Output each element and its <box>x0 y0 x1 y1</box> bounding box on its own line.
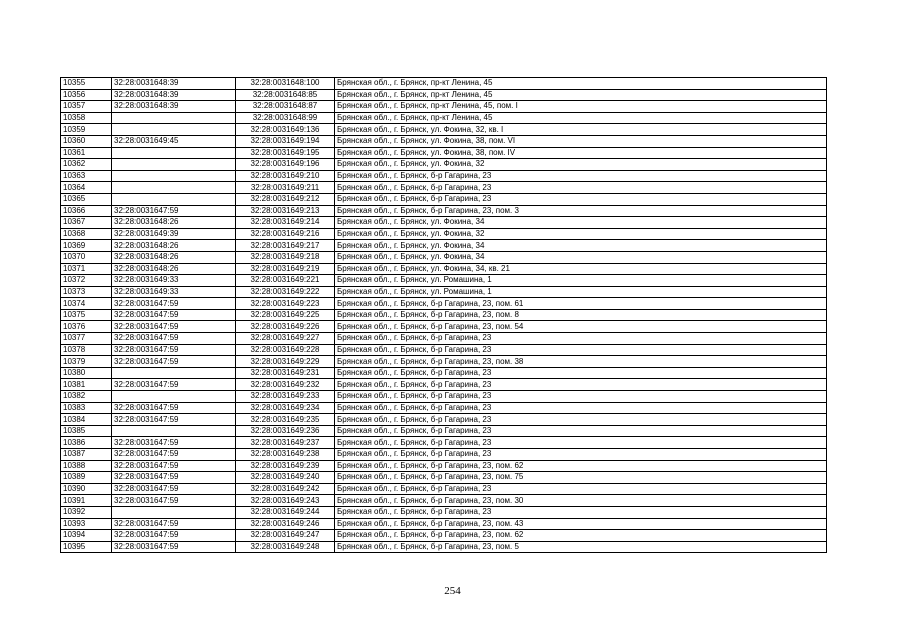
table-row <box>61 112 827 124</box>
address-cell: Брянская обл., г. Брянск, ул. Фокина, 32, кв. I <box>335 124 827 136</box>
table-row <box>61 472 827 484</box>
address-cell: Брянская обл., г. Брянск, пр-кт Ленина, 45 <box>335 89 827 101</box>
cadastral-number-cell: 32:28:0031649:229 <box>236 356 335 368</box>
row-number-cell: 10379 <box>61 356 112 368</box>
table-row <box>61 286 827 298</box>
table-row <box>61 402 827 414</box>
cadastral-number-cell: 32:28:0031649:233 <box>236 391 335 403</box>
address-cell: Брянская обл., г. Брянск, б-р Гагарина, 23, пом. 43 <box>335 518 827 530</box>
registry-table <box>60 77 827 553</box>
parent-cadastral-number-cell: 32:28:0031647:59 <box>112 541 236 553</box>
address-cell: Брянская обл., г. Брянск, б-р Гагарина, 23, пом. 54 <box>335 321 827 333</box>
parent-cadastral-number-cell: 32:28:0031648:39 <box>112 78 236 90</box>
table-row <box>61 263 827 275</box>
row-number-cell: 10374 <box>61 298 112 310</box>
cadastral-number-cell: 32:28:0031649:221 <box>236 275 335 287</box>
row-number-cell: 10369 <box>61 240 112 252</box>
address-cell: Брянская обл., г. Брянск, ул. Ромашина, 1 <box>335 286 827 298</box>
row-number-cell: 10376 <box>61 321 112 333</box>
table-row <box>61 344 827 356</box>
row-number-cell: 10391 <box>61 495 112 507</box>
row-number-cell: 10385 <box>61 425 112 437</box>
cadastral-number-cell: 32:28:0031649:136 <box>236 124 335 136</box>
address-cell: Брянская обл., г. Брянск, ул. Фокина, 34, кв. 21 <box>335 263 827 275</box>
table-row <box>61 367 827 379</box>
address-cell: Брянская обл., г. Брянск, б-р Гагарина, 23, пом. 38 <box>335 356 827 368</box>
parent-cadastral-number-cell <box>112 147 236 159</box>
address-cell: Брянская обл., г. Брянск, б-р Гагарина, 23, пом. 3 <box>335 205 827 217</box>
table-row <box>61 240 827 252</box>
table-row <box>61 356 827 368</box>
table-row <box>61 333 827 345</box>
address-cell: Брянская обл., г. Брянск, ул. Фокина, 32 <box>335 228 827 240</box>
table-row <box>61 89 827 101</box>
parent-cadastral-number-cell <box>112 170 236 182</box>
parent-cadastral-number-cell: 32:28:0031647:59 <box>112 321 236 333</box>
table-row <box>61 449 827 461</box>
parent-cadastral-number-cell: 32:28:0031648:26 <box>112 251 236 263</box>
cadastral-number-cell: 32:28:0031649:212 <box>236 193 335 205</box>
table-row <box>61 147 827 159</box>
address-cell: Брянская обл., г. Брянск, б-р Гагарина, 23, пом. 61 <box>335 298 827 310</box>
parent-cadastral-number-cell: 32:28:0031649:33 <box>112 286 236 298</box>
row-number-cell: 10373 <box>61 286 112 298</box>
address-cell: Брянская обл., г. Брянск, ул. Фокина, 34 <box>335 240 827 252</box>
address-cell: Брянская обл., г. Брянск, б-р Гагарина, 23 <box>335 344 827 356</box>
address-cell: Брянская обл., г. Брянск, б-р Гагарина, 23 <box>335 437 827 449</box>
table-row <box>61 379 827 391</box>
row-number-cell: 10394 <box>61 530 112 542</box>
table-row <box>61 124 827 136</box>
cadastral-number-cell: 32:28:0031649:239 <box>236 460 335 472</box>
address-cell: Брянская обл., г. Брянск, б-р Гагарина, 23, пом. 5 <box>335 541 827 553</box>
table-row <box>61 101 827 113</box>
address-cell: Брянская обл., г. Брянск, б-р Гагарина, 23 <box>335 182 827 194</box>
row-number-cell: 10393 <box>61 518 112 530</box>
table-row <box>61 135 827 147</box>
parent-cadastral-number-cell: 32:28:0031647:59 <box>112 518 236 530</box>
parent-cadastral-number-cell: 32:28:0031647:59 <box>112 333 236 345</box>
address-cell: Брянская обл., г. Брянск, б-р Гагарина, 23 <box>335 379 827 391</box>
cadastral-number-cell: 32:28:0031649:244 <box>236 506 335 518</box>
cadastral-number-cell: 32:28:0031649:216 <box>236 228 335 240</box>
address-cell: Брянская обл., г. Брянск, б-р Гагарина, 23 <box>335 414 827 426</box>
cadastral-number-cell: 32:28:0031649:226 <box>236 321 335 333</box>
cadastral-number-cell: 32:28:0031649:218 <box>236 251 335 263</box>
parent-cadastral-number-cell: 32:28:0031647:59 <box>112 472 236 484</box>
table-row <box>61 437 827 449</box>
cadastral-number-cell: 32:28:0031649:228 <box>236 344 335 356</box>
table-row <box>61 182 827 194</box>
address-cell: Брянская обл., г. Брянск, б-р Гагарина, 23 <box>335 483 827 495</box>
cadastral-number-cell: 32:28:0031649:223 <box>236 298 335 310</box>
address-cell: Брянская обл., г. Брянск, ул. Фокина, 32 <box>335 159 827 171</box>
address-cell: Брянская обл., г. Брянск, ул. Фокина, 38, пом. IV <box>335 147 827 159</box>
row-number-cell: 10378 <box>61 344 112 356</box>
parent-cadastral-number-cell <box>112 159 236 171</box>
row-number-cell: 10389 <box>61 472 112 484</box>
row-number-cell: 10357 <box>61 101 112 113</box>
table-row <box>61 414 827 426</box>
row-number-cell: 10382 <box>61 391 112 403</box>
table-row <box>61 298 827 310</box>
cadastral-number-cell: 32:28:0031649:196 <box>236 159 335 171</box>
row-number-cell: 10364 <box>61 182 112 194</box>
parent-cadastral-number-cell: 32:28:0031648:39 <box>112 101 236 113</box>
table-row <box>61 495 827 507</box>
parent-cadastral-number-cell: 32:28:0031647:59 <box>112 530 236 542</box>
row-number-cell: 10365 <box>61 193 112 205</box>
row-number-cell: 10386 <box>61 437 112 449</box>
row-number-cell: 10355 <box>61 78 112 90</box>
row-number-cell: 10370 <box>61 251 112 263</box>
parent-cadastral-number-cell: 32:28:0031647:59 <box>112 402 236 414</box>
address-cell: Брянская обл., г. Брянск, б-р Гагарина, 23 <box>335 391 827 403</box>
row-number-cell: 10380 <box>61 367 112 379</box>
table-row <box>61 530 827 542</box>
parent-cadastral-number-cell <box>112 182 236 194</box>
cadastral-number-cell: 32:28:0031649:211 <box>236 182 335 194</box>
address-cell: Брянская обл., г. Брянск, б-р Гагарина, 23 <box>335 367 827 379</box>
parent-cadastral-number-cell: 32:28:0031649:45 <box>112 135 236 147</box>
parent-cadastral-number-cell: 32:28:0031647:59 <box>112 344 236 356</box>
table-row <box>61 518 827 530</box>
address-cell: Брянская обл., г. Брянск, ул. Фокина, 34 <box>335 217 827 229</box>
parent-cadastral-number-cell: 32:28:0031647:59 <box>112 495 236 507</box>
parent-cadastral-number-cell: 32:28:0031647:59 <box>112 437 236 449</box>
address-cell: Брянская обл., г. Брянск, пр-кт Ленина, 45 <box>335 112 827 124</box>
row-number-cell: 10368 <box>61 228 112 240</box>
cadastral-number-cell: 32:28:0031648:99 <box>236 112 335 124</box>
address-cell: Брянская обл., г. Брянск, б-р Гагарина, 23 <box>335 449 827 461</box>
row-number-cell: 10360 <box>61 135 112 147</box>
parent-cadastral-number-cell: 32:28:0031647:59 <box>112 460 236 472</box>
parent-cadastral-number-cell: 32:28:0031647:59 <box>112 379 236 391</box>
table-row <box>61 193 827 205</box>
address-cell: Брянская обл., г. Брянск, б-р Гагарина, 23, пом. 30 <box>335 495 827 507</box>
row-number-cell: 10375 <box>61 309 112 321</box>
row-number-cell: 10372 <box>61 275 112 287</box>
table-row <box>61 217 827 229</box>
table-row <box>61 483 827 495</box>
parent-cadastral-number-cell <box>112 112 236 124</box>
row-number-cell: 10383 <box>61 402 112 414</box>
parent-cadastral-number-cell: 32:28:0031647:59 <box>112 205 236 217</box>
cadastral-number-cell: 32:28:0031649:237 <box>236 437 335 449</box>
table-row <box>61 228 827 240</box>
cadastral-number-cell: 32:28:0031649:194 <box>236 135 335 147</box>
parent-cadastral-number-cell: 32:28:0031647:59 <box>112 356 236 368</box>
row-number-cell: 10363 <box>61 170 112 182</box>
row-number-cell: 10361 <box>61 147 112 159</box>
cadastral-number-cell: 32:28:0031649:248 <box>236 541 335 553</box>
row-number-cell: 10384 <box>61 414 112 426</box>
cadastral-number-cell: 32:28:0031649:240 <box>236 472 335 484</box>
parent-cadastral-number-cell: 32:28:0031648:39 <box>112 89 236 101</box>
table-row <box>61 460 827 472</box>
table-row <box>61 391 827 403</box>
registry-table-body <box>61 78 827 553</box>
table-row <box>61 251 827 263</box>
row-number-cell: 10395 <box>61 541 112 553</box>
cadastral-number-cell: 32:28:0031649:213 <box>236 205 335 217</box>
cadastral-number-cell: 32:28:0031649:210 <box>236 170 335 182</box>
table-row <box>61 425 827 437</box>
cadastral-number-cell: 32:28:0031649:195 <box>236 147 335 159</box>
cadastral-number-cell: 32:28:0031649:222 <box>236 286 335 298</box>
row-number-cell: 10392 <box>61 506 112 518</box>
parent-cadastral-number-cell <box>112 391 236 403</box>
cadastral-number-cell: 32:28:0031648:85 <box>236 89 335 101</box>
parent-cadastral-number-cell: 32:28:0031649:39 <box>112 228 236 240</box>
table-row <box>61 506 827 518</box>
page-number: 254 <box>444 585 461 597</box>
address-cell: Брянская обл., г. Брянск, б-р Гагарина, 23 <box>335 402 827 414</box>
cadastral-number-cell: 32:28:0031649:219 <box>236 263 335 275</box>
cadastral-number-cell: 32:28:0031649:234 <box>236 402 335 414</box>
address-cell: Брянская обл., г. Брянск, ул. Фокина, 34 <box>335 251 827 263</box>
address-cell: Брянская обл., г. Брянск, пр-кт Ленина, 45 <box>335 78 827 90</box>
row-number-cell: 10367 <box>61 217 112 229</box>
cadastral-number-cell: 32:28:0031649:247 <box>236 530 335 542</box>
address-cell: Брянская обл., г. Брянск, ул. Фокина, 38, пом. VI <box>335 135 827 147</box>
parent-cadastral-number-cell <box>112 367 236 379</box>
parent-cadastral-number-cell <box>112 193 236 205</box>
address-cell: Брянская обл., г. Брянск, б-р Гагарина, 23, пом. 75 <box>335 472 827 484</box>
parent-cadastral-number-cell: 32:28:0031647:59 <box>112 309 236 321</box>
address-cell: Брянская обл., г. Брянск, б-р Гагарина, 23, пом. 8 <box>335 309 827 321</box>
parent-cadastral-number-cell: 32:28:0031647:59 <box>112 483 236 495</box>
parent-cadastral-number-cell: 32:28:0031647:59 <box>112 298 236 310</box>
cadastral-number-cell: 32:28:0031649:235 <box>236 414 335 426</box>
parent-cadastral-number-cell <box>112 506 236 518</box>
row-number-cell: 10390 <box>61 483 112 495</box>
table-row <box>61 541 827 553</box>
cadastral-number-cell: 32:28:0031648:100 <box>236 78 335 90</box>
table-row <box>61 309 827 321</box>
table-row <box>61 170 827 182</box>
row-number-cell: 10388 <box>61 460 112 472</box>
address-cell: Брянская обл., г. Брянск, б-р Гагарина, 23 <box>335 193 827 205</box>
parent-cadastral-number-cell: 32:28:0031648:26 <box>112 240 236 252</box>
cadastral-number-cell: 32:28:0031649:231 <box>236 367 335 379</box>
row-number-cell: 10371 <box>61 263 112 275</box>
row-number-cell: 10358 <box>61 112 112 124</box>
address-cell: Брянская обл., г. Брянск, б-р Гагарина, 23 <box>335 170 827 182</box>
parent-cadastral-number-cell <box>112 425 236 437</box>
row-number-cell: 10387 <box>61 449 112 461</box>
cadastral-number-cell: 32:28:0031649:225 <box>236 309 335 321</box>
table-row <box>61 321 827 333</box>
cadastral-number-cell: 32:28:0031649:227 <box>236 333 335 345</box>
address-cell: Брянская обл., г. Брянск, б-р Гагарина, 23, пом. 62 <box>335 460 827 472</box>
address-cell: Брянская обл., г. Брянск, б-р Гагарина, 23 <box>335 506 827 518</box>
cadastral-number-cell: 32:28:0031649:238 <box>236 449 335 461</box>
table-row <box>61 275 827 287</box>
address-cell: Брянская обл., г. Брянск, б-р Гагарина, 23 <box>335 333 827 345</box>
parent-cadastral-number-cell: 32:28:0031647:59 <box>112 414 236 426</box>
address-cell: Брянская обл., г. Брянск, ул. Ромашина, 1 <box>335 275 827 287</box>
row-number-cell: 10362 <box>61 159 112 171</box>
address-cell: Брянская обл., г. Брянск, пр-кт Ленина, 45, пом. I <box>335 101 827 113</box>
table-row <box>61 159 827 171</box>
parent-cadastral-number-cell <box>112 124 236 136</box>
address-cell: Брянская обл., г. Брянск, б-р Гагарина, 23 <box>335 425 827 437</box>
cadastral-number-cell: 32:28:0031649:246 <box>236 518 335 530</box>
cadastral-number-cell: 32:28:0031649:243 <box>236 495 335 507</box>
cadastral-number-cell: 32:28:0031649:214 <box>236 217 335 229</box>
address-cell: Брянская обл., г. Брянск, б-р Гагарина, 23, пом. 62 <box>335 530 827 542</box>
row-number-cell: 10366 <box>61 205 112 217</box>
cadastral-number-cell: 32:28:0031649:242 <box>236 483 335 495</box>
row-number-cell: 10359 <box>61 124 112 136</box>
cadastral-number-cell: 32:28:0031649:217 <box>236 240 335 252</box>
cadastral-number-cell: 32:28:0031648:87 <box>236 101 335 113</box>
row-number-cell: 10377 <box>61 333 112 345</box>
cadastral-number-cell: 32:28:0031649:236 <box>236 425 335 437</box>
table-row <box>61 78 827 90</box>
parent-cadastral-number-cell: 32:28:0031647:59 <box>112 449 236 461</box>
parent-cadastral-number-cell: 32:28:0031648:26 <box>112 263 236 275</box>
parent-cadastral-number-cell: 32:28:0031648:26 <box>112 217 236 229</box>
cadastral-number-cell: 32:28:0031649:232 <box>236 379 335 391</box>
row-number-cell: 10381 <box>61 379 112 391</box>
row-number-cell: 10356 <box>61 89 112 101</box>
parent-cadastral-number-cell: 32:28:0031649:33 <box>112 275 236 287</box>
table-row <box>61 205 827 217</box>
